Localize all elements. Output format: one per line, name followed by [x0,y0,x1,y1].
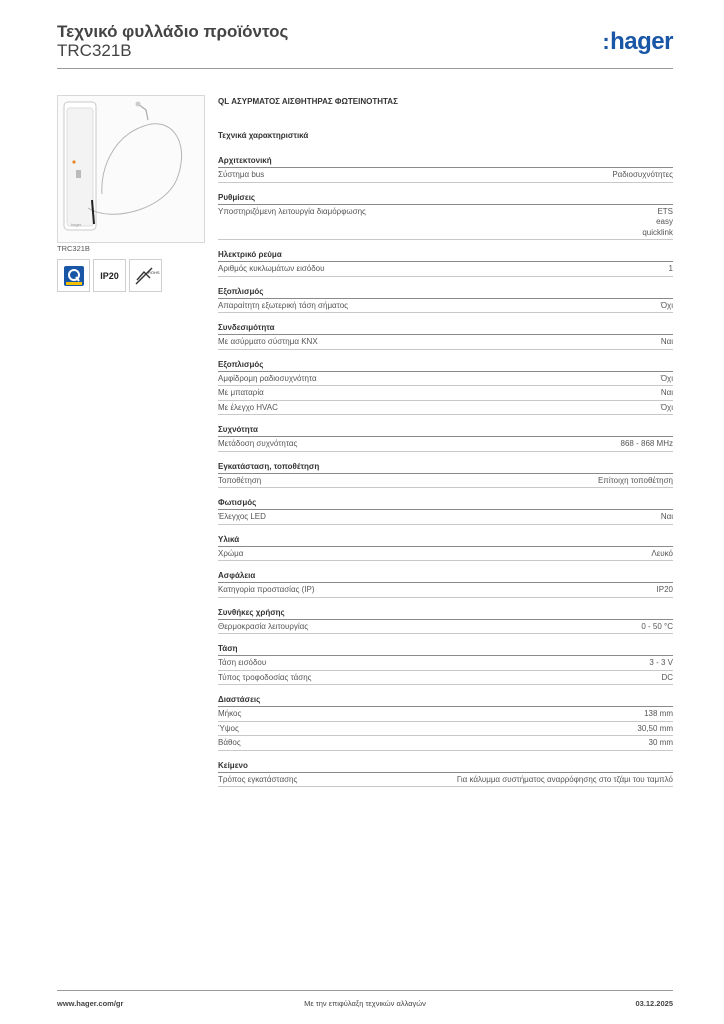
spec-value-line: easy [656,217,673,226]
spec-value-line: Ναι [660,388,673,397]
spec-value-line: 3 - 3 V [649,658,673,667]
rohs-badge [129,259,162,292]
spec-value-line: 30,50 mm [637,723,673,733]
quality-icon [63,265,85,287]
spec-value-line: Λευκό [651,548,673,558]
spec-value-line: 0 - 50 °C [641,621,673,631]
spec-section-title: Συνδεσιμότητα [218,323,673,335]
spec-label: Τρόπος εγκατάστασης [218,774,298,784]
spec-section [218,360,673,416]
spec-label: Με μπαταρία [218,388,264,397]
spec-value [661,374,673,385]
spec-section [218,498,673,525]
spec-label: Ύψος [218,723,239,733]
spec-label: Απαραίτητη εξωτερική τάση σήματος [218,300,349,310]
spec-section [218,250,673,277]
spec-row [218,707,673,722]
spec-label: Κατηγορία προστασίας (IP) [218,585,315,594]
svg-text:hager: hager [71,222,82,227]
spec-row [218,205,673,241]
spec-value [649,738,673,749]
spec-section-title: Φωτισμός [218,498,673,510]
spec-value-line: Ραδιοσυχνότητες [612,170,673,179]
spec-row [218,656,673,671]
spec-value [661,337,673,348]
spec-section-title: Τάση [218,644,673,656]
spec-value-line: Για κάλυμμα συστήματος αναρρόφησης στο τζάμι του ταμπλό [456,774,673,784]
spec-section [218,535,673,562]
document-date: 03.12.2025 [635,999,673,1008]
spec-value [661,512,673,523]
spec-label: Με ασύρματο σύστημα KNX [218,337,318,346]
spec-section [218,462,673,489]
spec-value [598,476,673,487]
product-image [57,95,205,243]
spec-row [218,583,673,598]
specifications-list [218,156,673,797]
spec-label: Τύπος τροφοδοσίας τάσης [218,672,312,682]
spec-value [661,403,673,414]
spec-section [218,571,673,598]
spec-value [649,658,673,669]
spec-label: Χρώμα [218,548,244,558]
spec-label: Υποστηριζόμενη λειτουργία διαμόρφωσης [218,206,366,216]
spec-label: Αμφίδρομη ραδιοσυχνότητα [218,373,317,383]
spec-section-title: Συνθήκες χρήσης [218,608,673,620]
spec-label: Έλεγχος LED [218,512,266,521]
spec-row [218,386,673,401]
no-rohs-icon [134,266,158,286]
spec-label: Τάση εισόδου [218,658,267,667]
spec-row [218,168,673,183]
spec-value-line: Όχι [660,373,673,383]
spec-section [218,761,673,788]
spec-label: Θερμοκρασία λειτουργίας [218,621,309,631]
spec-value [457,775,673,786]
spec-row [218,547,673,562]
spec-value-line: quicklink [642,227,673,237]
spec-label: Μετάδοση συχνότητας [218,439,298,448]
spec-row [218,671,673,686]
spec-section-title: Ηλεκτρικό ρεύμα [218,250,673,262]
spec-row [218,474,673,489]
spec-section-title: Κείμενο [218,761,673,773]
certification-badges [57,259,162,292]
spec-value [657,585,673,596]
document-title: Τεχνικό φυλλάδιο προϊόντος [57,22,289,41]
spec-row [218,437,673,452]
spec-row [218,299,673,314]
spec-section-title: Διαστάσεις [218,695,673,707]
spec-row [218,335,673,350]
spec-value [621,439,673,450]
spec-section-title: Εξοπλισμός [218,360,673,372]
spec-value-line: Ναι [660,512,673,521]
spec-value-line: Όχι [660,300,673,310]
spec-section-title: Συχνότητα [218,425,673,437]
spec-value-line: Όχι [660,402,673,412]
spec-row [218,262,673,277]
product-image-caption: TRC321B [57,244,90,253]
spec-section [218,644,673,685]
spec-value-line: Επίτοιχη τοποθέτηση [597,475,673,485]
technical-characteristics-heading: Τεχνικά χαρακτηριστικά [218,131,309,140]
product-code-title: TRC321B [57,41,132,60]
spec-label: Αριθμός κυκλωμάτων εισόδου [218,264,325,273]
spec-row [218,372,673,387]
website-link[interactable]: www.hager.com/gr [57,999,124,1008]
quality-badge [57,259,90,292]
spec-section [218,425,673,452]
spec-section-title: Υλικά [218,535,673,547]
spec-row [218,401,673,416]
spec-value-line: 1 [668,264,673,273]
spec-value-line: 138 mm [644,709,673,718]
spec-value [661,301,673,312]
spec-value-line: Ναι [660,337,673,346]
spec-value [612,170,673,181]
spec-section [218,323,673,350]
spec-section-title: Ασφάλεια [218,571,673,583]
spec-section [218,695,673,751]
spec-label: Μήκος [218,709,242,718]
spec-value [641,622,673,633]
page-header [57,20,673,69]
spec-section [218,156,673,183]
spec-value [661,673,673,684]
spec-value [637,724,673,735]
spec-value-line: 868 - 868 MHz [620,439,673,448]
spec-section-title: Εξοπλισμός [218,287,673,299]
spec-value [642,207,673,239]
spec-value-line: DC [661,672,673,682]
spec-value-line: ETS [657,206,673,216]
spec-row [218,620,673,635]
spec-section-title: Εγκατάσταση, τοποθέτηση [218,462,673,474]
spec-value-line: 30 mm [648,738,673,747]
spec-label: Βάθος [218,738,241,747]
spec-label: Σύστημα bus [218,170,265,179]
ip-rating-badge [93,259,126,292]
hager-logo: :hager [602,28,673,55]
spec-section [218,193,673,241]
svg-text:ROHS: ROHS [147,269,160,275]
spec-value [661,388,673,399]
spec-section [218,287,673,314]
spec-row [218,510,673,525]
spec-section-title: Αρχιτεκτονική [218,156,673,168]
spec-value [651,549,673,560]
spec-row [218,736,673,751]
product-illustration [58,96,204,242]
spec-value [669,264,673,275]
spec-section [218,608,673,635]
product-name: QL ΑΣΥΡΜΑΤΟΣ ΑΙΣΘΗΤΗΡΑΣ ΦΩΤΕΙΝΟΤΗΤΑΣ [218,97,398,106]
ip-rating-label: IP20 [100,270,119,281]
spec-label: Τοποθέτηση [218,475,262,485]
spec-section-title: Ρυθμίσεις [218,193,673,205]
logo-text: hager [610,28,673,55]
spec-row [218,773,673,788]
spec-row [218,722,673,737]
page-footer [57,990,673,1008]
spec-value [644,709,673,720]
disclaimer: Με την επιφύλαξη τεχνικών αλλαγών [304,999,426,1008]
spec-label: Με έλεγχο HVAC [218,402,278,412]
spec-value-line: IP20 [656,585,673,594]
